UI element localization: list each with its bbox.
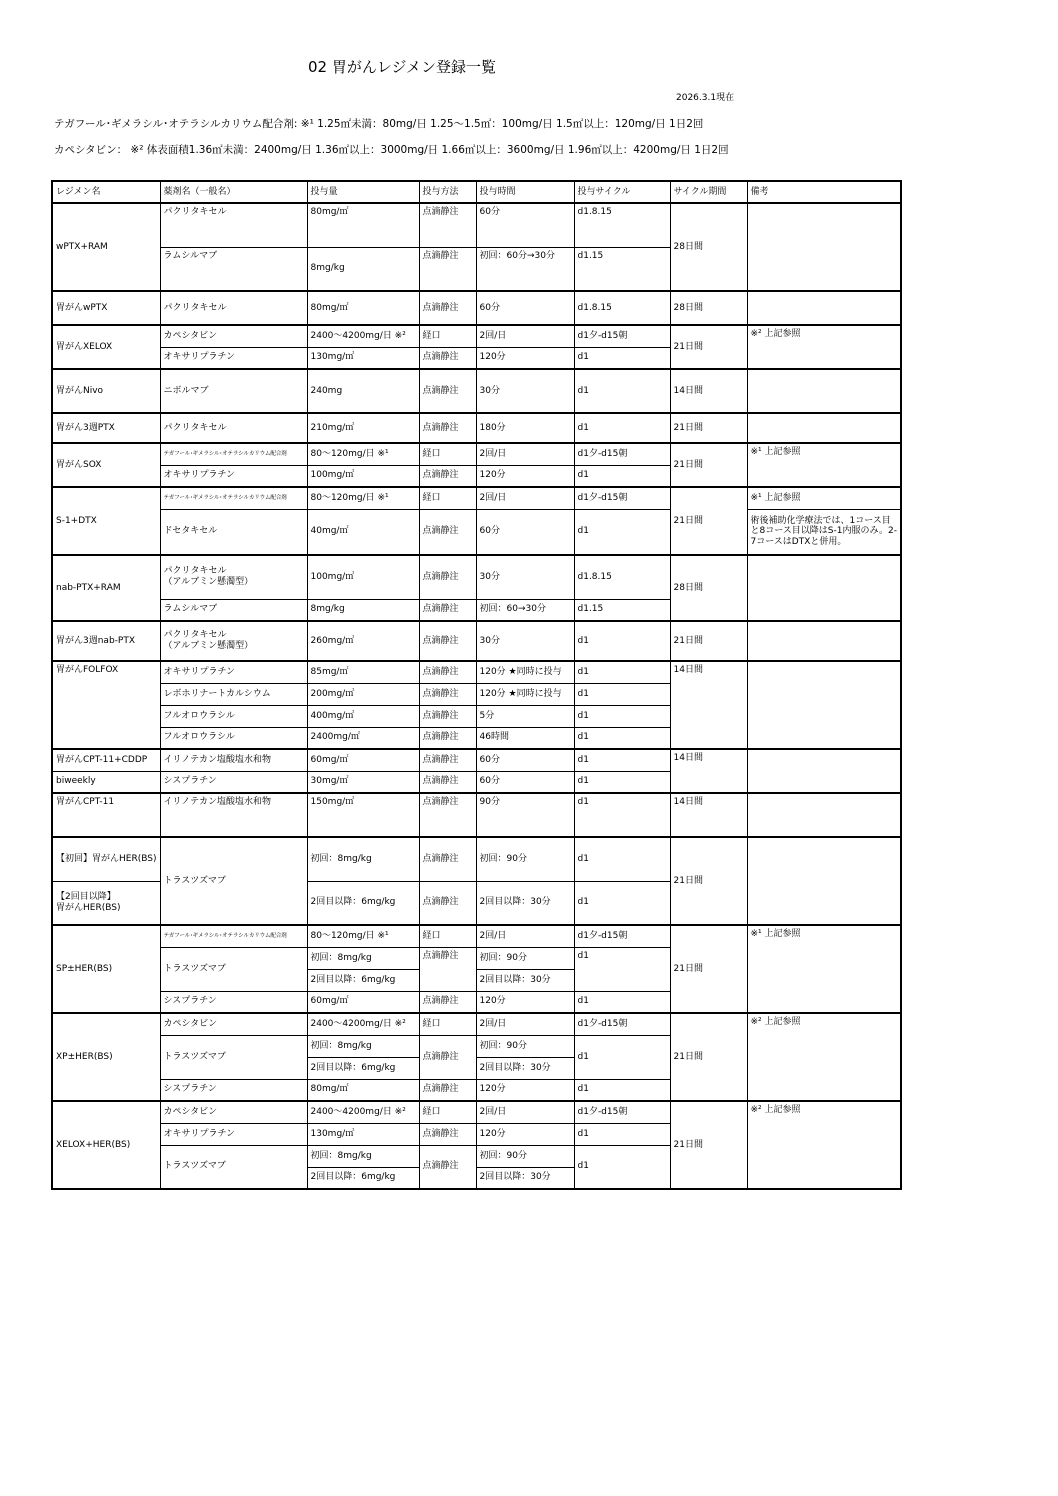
regimen-table: [51, 180, 902, 1190]
drug-name: ラムシルマブ: [160, 247, 307, 291]
regimen-name: 胃がんSOX: [52, 443, 160, 487]
infusion-time: 初回：60分→30分: [476, 247, 574, 291]
cycle-days: d1夕-d15朝: [574, 1013, 670, 1035]
cycle-days: d1: [574, 1035, 670, 1079]
infusion-time: 2回目以降：30分: [476, 969, 574, 991]
route: 点滴静注: [419, 705, 476, 727]
dose: 85mg/㎡: [307, 661, 419, 683]
remarks: [747, 749, 901, 793]
regimen-name: wPTX+RAM: [52, 203, 160, 291]
infusion-time: 120分: [476, 1079, 574, 1101]
drug-name: レボホリナートカルシウム: [160, 683, 307, 705]
dose: 8mg/kg: [307, 599, 419, 621]
infusion-time: 30分: [476, 369, 574, 413]
regimen-name: 胃がんFOLFOX: [52, 661, 160, 749]
remarks: ※² 上記参照: [747, 1013, 901, 1101]
remarks: [747, 369, 901, 413]
header-cell: 薬剤名（一般名）: [160, 181, 307, 203]
drug-name: トラスツズマブ: [160, 837, 307, 925]
route: 点滴静注: [419, 203, 476, 247]
table-row: [52, 203, 901, 247]
cycle-days: d1: [574, 749, 670, 771]
route: 点滴静注: [419, 247, 476, 291]
cycle-days: d1夕-d15朝: [574, 925, 670, 947]
remarks: ※² 上記参照: [747, 1101, 901, 1189]
route: 点滴静注: [419, 991, 476, 1013]
dose: 130mg/㎡: [307, 347, 419, 369]
as-of-date: 2026.3.1現在: [676, 93, 735, 103]
infusion-time: 5分: [476, 705, 574, 727]
infusion-time: 2回/日: [476, 325, 574, 347]
cycle-days: d1.15: [574, 599, 670, 621]
drug-name: オキサリプラチン: [160, 347, 307, 369]
dose: 80～120mg/日 ※¹: [307, 443, 419, 465]
route: 点滴静注: [419, 465, 476, 487]
drug-name: テガフール･ギメラシル･オテラシルカリウム配合剤: [160, 925, 307, 947]
drug-name: フルオロウラシル: [160, 705, 307, 727]
table-row: [52, 837, 901, 881]
infusion-time: 2回目以降：30分: [476, 1057, 574, 1079]
infusion-time: 120分 ★同時に投与: [476, 683, 574, 705]
regimen-name: SP±HER(BS): [52, 925, 160, 1013]
cycle-days: d1: [574, 683, 670, 705]
cycle-period: 28日間: [670, 203, 747, 291]
cycle-period: 21日間: [670, 325, 747, 369]
drug-name: イリノテカン塩酸塩水和物: [160, 793, 307, 837]
dose: 2回目以降：6mg/kg: [307, 1167, 419, 1189]
dose: 210mg/㎡: [307, 413, 419, 443]
infusion-time: 2回/日: [476, 487, 574, 509]
dose: 80～120mg/日 ※¹: [307, 487, 419, 509]
dose: 2400～4200mg/日 ※²: [307, 325, 419, 347]
route: 経口: [419, 487, 476, 509]
infusion-time: 初回：90分: [476, 1145, 574, 1167]
drug-name: カペシタビン: [160, 1101, 307, 1123]
regimen-name: 胃がん3週nab-PTX: [52, 621, 160, 661]
cycle-period: 21日間: [670, 925, 747, 1013]
drug-name: パクリタキセル: [160, 291, 307, 325]
header-cell: レジメン名: [52, 181, 160, 203]
infusion-time: 60分: [476, 291, 574, 325]
cycle-days: d1: [574, 465, 670, 487]
cycle-period: 14日間: [670, 661, 747, 749]
route: 点滴静注: [419, 749, 476, 771]
table-row: [52, 749, 901, 771]
regimen-name: 【初回】胃がんHER(BS): [52, 837, 160, 881]
table-row: [52, 1101, 901, 1123]
cycle-period: 21日間: [670, 413, 747, 443]
infusion-time: 2回目以降：30分: [476, 881, 574, 925]
cycle-days: d1.8.15: [574, 291, 670, 325]
table-row: [52, 1013, 901, 1035]
drug-name: パクリタキセル: [160, 413, 307, 443]
route: 点滴静注: [419, 1079, 476, 1101]
drug-name: オキサリプラチン: [160, 661, 307, 683]
cycle-days: d1: [574, 727, 670, 749]
drug-name: テガフール･ギメラシル･オテラシルカリウム配合剤: [160, 443, 307, 465]
drug-name: トラスツズマブ: [160, 1035, 307, 1079]
table-row: [52, 555, 901, 599]
drug-name: フルオロウラシル: [160, 727, 307, 749]
table-row: [52, 621, 901, 661]
dosage-note-capecitabine: カペシタビン： ※² 体表面積1.36㎡未満：2400mg/日 1.36㎡以上：3000mg/日 1.66㎡以上：3600mg/日 1.96㎡以上：4200mg/日 1日2回: [54, 144, 729, 156]
dose: 30mg/㎡: [307, 771, 419, 793]
cycle-days: d1: [574, 1145, 670, 1189]
cycle-days: d1: [574, 1079, 670, 1101]
infusion-time: 60分: [476, 509, 574, 555]
cycle-period: 21日間: [670, 487, 747, 555]
dose: 80mg/㎡: [307, 203, 419, 247]
dose: 2回目以降：6mg/kg: [307, 1057, 419, 1079]
drug-name: オキサリプラチン: [160, 465, 307, 487]
route: 経口: [419, 443, 476, 465]
table-row: [52, 487, 901, 509]
infusion-time: 2回/日: [476, 925, 574, 947]
infusion-time: 60分: [476, 203, 574, 247]
route: 経口: [419, 1101, 476, 1123]
route: 点滴静注: [419, 837, 476, 881]
dose: 240mg: [307, 369, 419, 413]
cycle-days: d1: [574, 991, 670, 1013]
route: 点滴静注: [419, 599, 476, 621]
dose: 初回：8mg/kg: [307, 1145, 419, 1167]
drug-name: シスプラチン: [160, 991, 307, 1013]
cycle-days: d1: [574, 509, 670, 555]
route: 点滴静注: [419, 1145, 476, 1189]
cycle-period: 21日間: [670, 443, 747, 487]
route: 点滴静注: [419, 509, 476, 555]
table-row: [52, 443, 901, 465]
dose: 130mg/㎡: [307, 1123, 419, 1145]
cycle-days: d1: [574, 1123, 670, 1145]
header-cell: サイクル期間: [670, 181, 747, 203]
cycle-days: d1.8.15: [574, 203, 670, 247]
regimen-name-sub: biweekly: [52, 771, 160, 793]
drug-name: イリノテカン塩酸塩水和物: [160, 749, 307, 771]
remarks: ※² 上記参照: [747, 325, 901, 369]
regimen-name: 胃がんwPTX: [52, 291, 160, 325]
drug-name: ドセタキセル: [160, 509, 307, 555]
remarks: [747, 621, 901, 661]
dose: 60mg/㎡: [307, 749, 419, 771]
cycle-period: 14日間: [670, 369, 747, 413]
cycle-days: d1: [574, 621, 670, 661]
cycle-period: 21日間: [670, 837, 747, 925]
regimen-name: 胃がんCPT-11: [52, 793, 160, 837]
infusion-time: 初回：90分: [476, 1035, 574, 1057]
regimen-name: 胃がん3週PTX: [52, 413, 160, 443]
drug-name: テガフール･ギメラシル･オテラシルカリウム配合剤: [160, 487, 307, 509]
route: 点滴静注: [419, 369, 476, 413]
dose: 初回：8mg/kg: [307, 1035, 419, 1057]
infusion-time: 120分: [476, 347, 574, 369]
infusion-time: 180分: [476, 413, 574, 443]
remarks: [747, 837, 901, 925]
dose: 8mg/kg: [307, 247, 419, 291]
header-cell: 投与時間: [476, 181, 574, 203]
dose: 40mg/㎡: [307, 509, 419, 555]
infusion-time: 初回：60→30分: [476, 599, 574, 621]
cycle-days: d1: [574, 347, 670, 369]
cycle-days: d1: [574, 947, 670, 991]
drug-name: パクリタキセル （アルブミン懸濁型）: [160, 555, 307, 599]
regimen-name: S-1+DTX: [52, 487, 160, 555]
remarks: ※¹ 上記参照: [747, 443, 901, 487]
infusion-time: 2回目以降：30分: [476, 1167, 574, 1189]
infusion-time: 2回/日: [476, 1101, 574, 1123]
cycle-period: 14日間: [670, 749, 747, 793]
infusion-time: 30分: [476, 555, 574, 599]
route: 点滴静注: [419, 291, 476, 325]
cycle-days: d1夕-d15朝: [574, 487, 670, 509]
infusion-time: 60分: [476, 749, 574, 771]
dose: 150mg/㎡: [307, 793, 419, 837]
route: 点滴静注: [419, 793, 476, 837]
table-row: [52, 661, 901, 683]
remarks: [747, 291, 901, 325]
dose: 200mg/㎡: [307, 683, 419, 705]
header-cell: 投与方法: [419, 181, 476, 203]
cycle-days: d1夕-d15朝: [574, 1101, 670, 1123]
dose: 2400mg/㎡: [307, 727, 419, 749]
regimen-name: 胃がんCPT-11+CDDP: [52, 749, 160, 771]
table-row: [52, 509, 901, 555]
route: 経口: [419, 325, 476, 347]
drug-name: ラムシルマブ: [160, 599, 307, 621]
infusion-time: 初回：90分: [476, 947, 574, 969]
remarks: 術後補助化学療法では、1コース目と8コース目以降はS-1内服のみ。2-7コースはDTXと併用。: [747, 509, 901, 555]
route: 点滴静注: [419, 727, 476, 749]
regimen-name: nab-PTX+RAM: [52, 555, 160, 621]
regimen-name: XP±HER(BS): [52, 1013, 160, 1101]
dose: 100mg/㎡: [307, 555, 419, 599]
drug-name: シスプラチン: [160, 771, 307, 793]
cycle-days: d1: [574, 661, 670, 683]
regimen-name: 胃がんXELOX: [52, 325, 160, 369]
dose: 初回：8mg/kg: [307, 837, 419, 881]
dose: 400mg/㎡: [307, 705, 419, 727]
route: 点滴静注: [419, 881, 476, 925]
route: 点滴静注: [419, 1123, 476, 1145]
drug-name: パクリタキセル （アルブミン懸濁型）: [160, 621, 307, 661]
remarks: [747, 555, 901, 621]
drug-name: ニボルマブ: [160, 369, 307, 413]
table-row: [52, 325, 901, 347]
dose: 2400～4200mg/日 ※²: [307, 1013, 419, 1035]
route: 点滴静注: [419, 413, 476, 443]
cycle-days: d1: [574, 793, 670, 837]
cycle-days: d1: [574, 705, 670, 727]
cycle-days: d1: [574, 369, 670, 413]
dose: 260mg/㎡: [307, 621, 419, 661]
infusion-time: 120分: [476, 465, 574, 487]
infusion-time: 120分: [476, 991, 574, 1013]
route: 経口: [419, 925, 476, 947]
dose: 2400～4200mg/日 ※²: [307, 1101, 419, 1123]
cycle-days: d1.15: [574, 247, 670, 291]
remarks: [747, 793, 901, 837]
dose: 初回：8mg/kg: [307, 947, 419, 969]
cycle-days: d1.8.15: [574, 555, 670, 599]
route: 点滴静注: [419, 947, 476, 991]
header-row: [52, 181, 901, 203]
table-row: [52, 925, 901, 947]
table-row: [52, 793, 901, 837]
cycle-days: d1夕-d15朝: [574, 443, 670, 465]
route: 点滴静注: [419, 347, 476, 369]
dose: 100mg/㎡: [307, 465, 419, 487]
route: 点滴静注: [419, 661, 476, 683]
table-row: [52, 369, 901, 413]
header-cell: 備考: [747, 181, 901, 203]
infusion-time: 90分: [476, 793, 574, 837]
dose: 80～120mg/日 ※¹: [307, 925, 419, 947]
route: 点滴静注: [419, 555, 476, 599]
drug-name: オキサリプラチン: [160, 1123, 307, 1145]
cycle-days: d1: [574, 837, 670, 881]
cycle-days: d1: [574, 881, 670, 925]
dosage-note-tegafur: テガフール･ギメラシル･オテラシルカリウム配合剤: ※¹ 1.25㎡未満：80mg/日 1.25～1.5㎡：100mg/日 1.5㎡以上：120mg/日 1日2回: [54, 118, 704, 130]
table-row: [52, 413, 901, 443]
remarks: [747, 413, 901, 443]
header-cell: 投与サイクル: [574, 181, 670, 203]
infusion-time: 120分: [476, 1123, 574, 1145]
route: 点滴静注: [419, 683, 476, 705]
infusion-time: 30分: [476, 621, 574, 661]
cycle-period: 21日間: [670, 1013, 747, 1101]
cycle-period: 21日間: [670, 1101, 747, 1189]
cycle-period: 28日間: [670, 555, 747, 621]
infusion-time: 120分 ★同時に投与: [476, 661, 574, 683]
remarks: [747, 661, 901, 749]
infusion-time: 初回：90分: [476, 837, 574, 881]
dose: 2回目以降：6mg/kg: [307, 881, 419, 925]
header-cell: 投与量: [307, 181, 419, 203]
cycle-period: 28日間: [670, 291, 747, 325]
remarks: [747, 203, 901, 291]
table-row: [52, 291, 901, 325]
infusion-time: 2回/日: [476, 1013, 574, 1035]
cycle-days: d1: [574, 413, 670, 443]
drug-name: トラスツズマブ: [160, 1145, 307, 1189]
regimen-name: 胃がんNivo: [52, 369, 160, 413]
regimen-name: 【2回目以降】 胃がんHER(BS): [52, 881, 160, 925]
dose: 80mg/㎡: [307, 291, 419, 325]
drug-name: カペシタビン: [160, 325, 307, 347]
cycle-days: d1: [574, 771, 670, 793]
page-title: 02 胃がんレジメン登録一覧: [308, 58, 497, 76]
remarks: ※¹ 上記参照: [747, 925, 901, 1013]
dose: 2回目以降：6mg/kg: [307, 969, 419, 991]
route: 点滴静注: [419, 771, 476, 793]
cycle-period: 21日間: [670, 621, 747, 661]
remarks: ※¹ 上記参照: [747, 487, 901, 509]
route: 点滴静注: [419, 1035, 476, 1079]
drug-name: パクリタキセル: [160, 203, 307, 247]
route: 点滴静注: [419, 621, 476, 661]
drug-name: シスプラチン: [160, 1079, 307, 1101]
drug-name: カペシタビン: [160, 1013, 307, 1035]
infusion-time: 46時間: [476, 727, 574, 749]
dose: 80mg/㎡: [307, 1079, 419, 1101]
infusion-time: 2回/日: [476, 443, 574, 465]
dose: 60mg/㎡: [307, 991, 419, 1013]
infusion-time: 60分: [476, 771, 574, 793]
cycle-days: d1夕-d15朝: [574, 325, 670, 347]
route: 経口: [419, 1013, 476, 1035]
cycle-period: 14日間: [670, 793, 747, 837]
drug-name: トラスツズマブ: [160, 947, 307, 991]
regimen-name: XELOX+HER(BS): [52, 1101, 160, 1189]
